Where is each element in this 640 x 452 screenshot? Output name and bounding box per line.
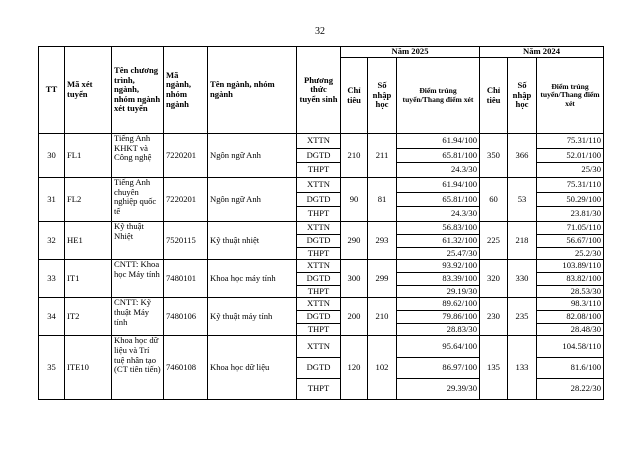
row-score-2024: 81.6/100 bbox=[537, 357, 604, 378]
row-quota-2025: 200 bbox=[341, 298, 368, 336]
header-quota-2025: Chỉ tiêu bbox=[341, 58, 368, 134]
row-major-code: 7480106 bbox=[164, 298, 208, 336]
row-score-2025: 61.94/100 bbox=[397, 134, 480, 149]
row-score-2024: 56.67/100 bbox=[537, 234, 604, 247]
row-score-2024: 50.29/100 bbox=[537, 192, 604, 207]
row-score-2024: 52.01/100 bbox=[537, 148, 604, 163]
row-major-name: Ngôn ngữ Anh bbox=[208, 134, 297, 178]
row-score-2025: 83.39/100 bbox=[397, 272, 480, 285]
row-program: Tiếng Anh KHKT và Công nghệ bbox=[112, 134, 164, 178]
row-score-2024: 75.31/110 bbox=[537, 134, 604, 149]
row-enrolled-2025: 210 bbox=[368, 298, 397, 336]
header-tt: TT bbox=[39, 47, 65, 134]
row-score-2025: 28.83/30 bbox=[397, 323, 480, 336]
row-score-2024: 83.82/100 bbox=[537, 272, 604, 285]
row-method: DGTD bbox=[297, 192, 341, 207]
row-method: XTTN bbox=[297, 222, 341, 235]
row-enrolled-2024: 53 bbox=[508, 178, 537, 222]
row-score-2024: 103.89/110 bbox=[537, 260, 604, 273]
row-score-2024: 104.58/110 bbox=[537, 336, 604, 357]
header-method: Phương thức tuyển sinh bbox=[297, 47, 341, 134]
row-quota-2024: 350 bbox=[480, 134, 508, 178]
row-tt: 35 bbox=[39, 336, 65, 400]
row-method: THPT bbox=[297, 207, 341, 222]
row-score-2025: 95.64/100 bbox=[397, 336, 480, 357]
row-score-2024: 25/30 bbox=[537, 163, 604, 178]
row-method: THPT bbox=[297, 285, 341, 298]
row-score-2025: 25.47/30 bbox=[397, 247, 480, 260]
row-score-2025: 29.39/30 bbox=[397, 378, 480, 399]
row-major-code: 7480101 bbox=[164, 260, 208, 298]
row-quota-2025: 290 bbox=[341, 222, 368, 260]
row-method: DGTD bbox=[297, 357, 341, 378]
row-score-2024: 23.81/30 bbox=[537, 207, 604, 222]
row-score-2025: 79.86/100 bbox=[397, 310, 480, 323]
row-program: Kỹ thuật Nhiệt bbox=[112, 222, 164, 260]
row-enrolled-2025: 81 bbox=[368, 178, 397, 222]
page-number: 32 bbox=[315, 26, 325, 37]
row-score-2025: 61.94/100 bbox=[397, 178, 480, 193]
row-program: CNTT: Khoa học Máy tính bbox=[112, 260, 164, 298]
header-code: Mã xét tuyển bbox=[65, 47, 112, 134]
header-enrolled-2025: Số nhập học bbox=[368, 58, 397, 134]
row-code: FL2 bbox=[65, 178, 112, 222]
table-row bbox=[39, 260, 604, 273]
table-row bbox=[39, 298, 604, 311]
row-tt: 31 bbox=[39, 178, 65, 222]
row-method: THPT bbox=[297, 323, 341, 336]
row-tt: 33 bbox=[39, 260, 65, 298]
row-score-2024: 98.3/110 bbox=[537, 298, 604, 311]
table-row bbox=[39, 134, 604, 149]
row-score-2025: 56.83/100 bbox=[397, 222, 480, 235]
row-code: HE1 bbox=[65, 222, 112, 260]
row-method: XTTN bbox=[297, 134, 341, 149]
row-major-code: 7460108 bbox=[164, 336, 208, 400]
header-major-code: Mã ngành, nhóm ngành bbox=[164, 47, 208, 134]
row-quota-2024: 60 bbox=[480, 178, 508, 222]
header-score-2025: Điểm trúng tuyển/Thang điểm xét bbox=[397, 58, 480, 134]
table-row bbox=[39, 222, 604, 235]
row-score-2025: 86.97/100 bbox=[397, 357, 480, 378]
row-enrolled-2025: 299 bbox=[368, 260, 397, 298]
row-method: THPT bbox=[297, 163, 341, 178]
row-quota-2024: 320 bbox=[480, 260, 508, 298]
row-method: XTTN bbox=[297, 298, 341, 311]
row-enrolled-2024: 366 bbox=[508, 134, 537, 178]
row-method: DGTD bbox=[297, 148, 341, 163]
row-score-2024: 75.31/110 bbox=[537, 178, 604, 193]
row-enrolled-2025: 293 bbox=[368, 222, 397, 260]
row-major-name: Khoa học dữ liệu bbox=[208, 336, 297, 400]
row-score-2024: 25.2/30 bbox=[537, 247, 604, 260]
row-major-name: Khoa học máy tính bbox=[208, 260, 297, 298]
row-major-name: Ngôn ngữ Anh bbox=[208, 178, 297, 222]
row-quota-2025: 210 bbox=[341, 134, 368, 178]
row-method: DGTD bbox=[297, 234, 341, 247]
row-quota-2025: 90 bbox=[341, 178, 368, 222]
row-enrolled-2024: 330 bbox=[508, 260, 537, 298]
row-enrolled-2025: 211 bbox=[368, 134, 397, 178]
row-score-2024: 71.05/110 bbox=[537, 222, 604, 235]
row-enrolled-2024: 218 bbox=[508, 222, 537, 260]
row-score-2025: 93.92/100 bbox=[397, 260, 480, 273]
row-score-2025: 29.19/30 bbox=[397, 285, 480, 298]
row-quota-2025: 120 bbox=[341, 336, 368, 400]
header-year-2024: Năm 2024 bbox=[480, 47, 604, 58]
row-code: ITE10 bbox=[65, 336, 112, 400]
row-score-2025: 65.81/100 bbox=[397, 192, 480, 207]
row-program: CNTT: Kỹ thuật Máy tính bbox=[112, 298, 164, 336]
header-program: Tên chương trình, ngành, nhóm ngành xét tuyển bbox=[112, 47, 164, 134]
row-method: DGTD bbox=[297, 272, 341, 285]
row-score-2024: 28.53/30 bbox=[537, 285, 604, 298]
header-quota-2024: Chỉ tiêu bbox=[480, 58, 508, 134]
table-row bbox=[39, 178, 604, 193]
row-score-2024: 82.08/100 bbox=[537, 310, 604, 323]
row-major-name: Kỹ thuật nhiệt bbox=[208, 222, 297, 260]
header-enrolled-2024: Số nhập học bbox=[508, 58, 537, 134]
row-enrolled-2024: 133 bbox=[508, 336, 537, 400]
row-method: DGTD bbox=[297, 310, 341, 323]
row-tt: 32 bbox=[39, 222, 65, 260]
row-score-2024: 28.48/30 bbox=[537, 323, 604, 336]
row-score-2024: 28.22/30 bbox=[537, 378, 604, 399]
row-program: Tiếng Anh chuyên nghiệp quốc tế bbox=[112, 178, 164, 222]
row-code: IT2 bbox=[65, 298, 112, 336]
row-quota-2024: 230 bbox=[480, 298, 508, 336]
header-year-2025: Năm 2025 bbox=[341, 47, 480, 58]
row-quota-2025: 300 bbox=[341, 260, 368, 298]
row-tt: 30 bbox=[39, 134, 65, 178]
row-major-code: 7520115 bbox=[164, 222, 208, 260]
row-score-2025: 65.81/100 bbox=[397, 148, 480, 163]
row-enrolled-2024: 235 bbox=[508, 298, 537, 336]
row-major-code: 7220201 bbox=[164, 134, 208, 178]
row-method: XTTN bbox=[297, 260, 341, 273]
admission-table bbox=[38, 46, 604, 400]
row-method: THPT bbox=[297, 378, 341, 399]
row-method: THPT bbox=[297, 247, 341, 260]
row-code: FL1 bbox=[65, 134, 112, 178]
row-tt: 34 bbox=[39, 298, 65, 336]
row-method: XTTN bbox=[297, 178, 341, 193]
header-score-2024: Điểm trúng tuyển/Thang điểm xét bbox=[537, 58, 604, 134]
row-quota-2024: 135 bbox=[480, 336, 508, 400]
row-method: XTTN bbox=[297, 336, 341, 357]
row-major-name: Kỹ thuật máy tính bbox=[208, 298, 297, 336]
row-enrolled-2025: 102 bbox=[368, 336, 397, 400]
table-body bbox=[39, 134, 604, 400]
row-quota-2024: 225 bbox=[480, 222, 508, 260]
row-major-code: 7220201 bbox=[164, 178, 208, 222]
header-major-name: Tên ngành, nhóm ngành bbox=[208, 47, 297, 134]
row-score-2025: 24.3/30 bbox=[397, 207, 480, 222]
row-score-2025: 24.3/30 bbox=[397, 163, 480, 178]
table-row bbox=[39, 336, 604, 357]
row-program: Khoa học dữ liệu và Trí tuệ nhân tạo (CT tiên tiến) bbox=[112, 336, 164, 400]
row-score-2025: 89.62/100 bbox=[397, 298, 480, 311]
row-score-2025: 61.32/100 bbox=[397, 234, 480, 247]
row-code: IT1 bbox=[65, 260, 112, 298]
